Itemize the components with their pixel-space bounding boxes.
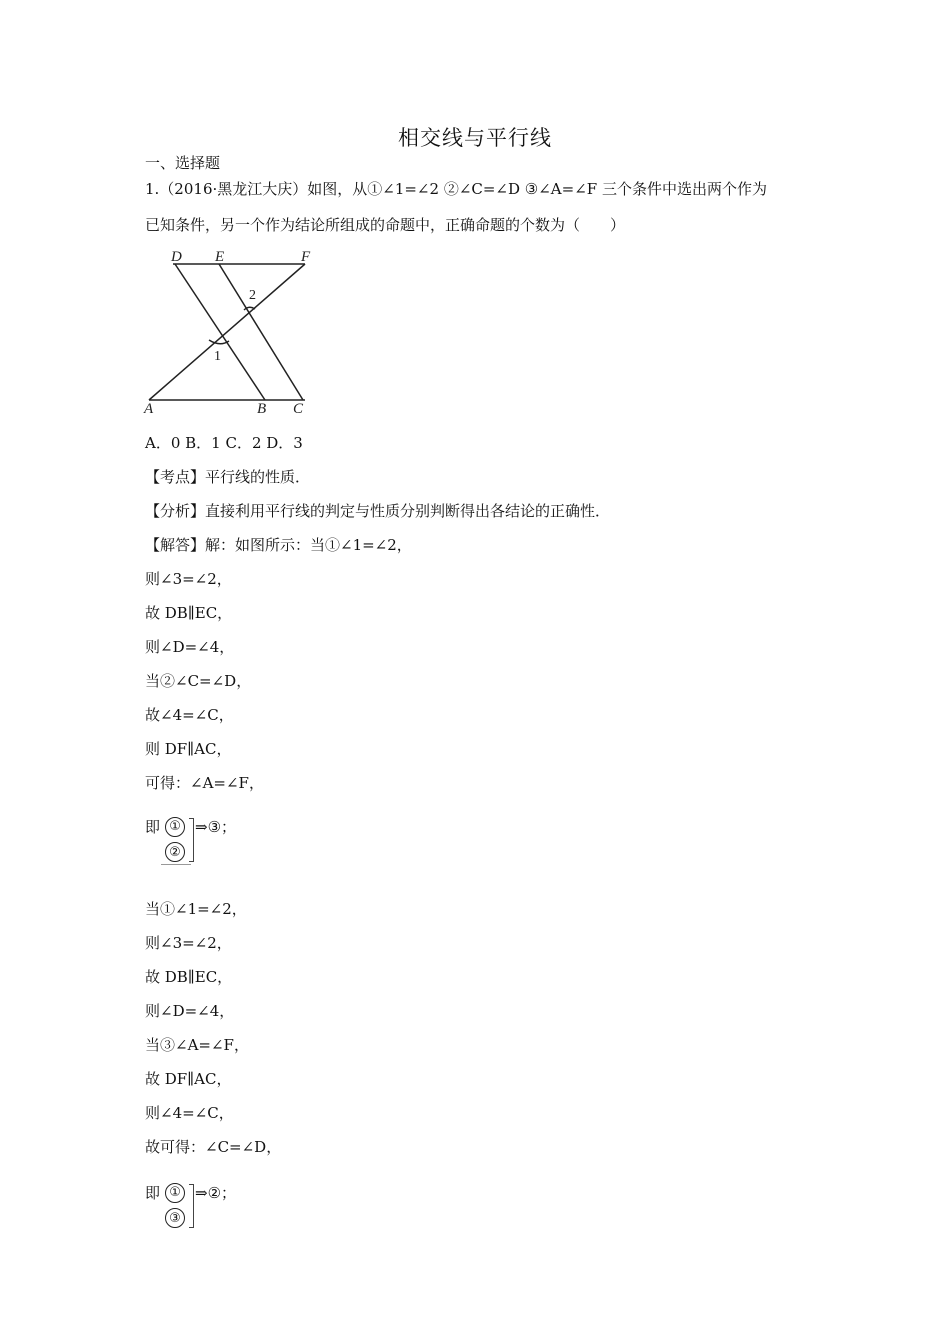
fenxi: 【分析】直接利用平行线的判定与性质分别判断得出各结论的正确性． — [145, 502, 611, 520]
condition-circle: ② — [165, 842, 185, 862]
step-line: 故∠4=∠C， — [145, 706, 234, 724]
step-line: 故可得：∠C=∠D， — [145, 1138, 282, 1156]
conclusion-brace-2 — [145, 1182, 237, 1226]
page-title: 相交线与平行线 — [398, 126, 552, 150]
brace-bracket — [189, 1184, 194, 1228]
step-line: 则 DF∥AC， — [145, 740, 232, 758]
line-EC — [219, 264, 303, 400]
label-angle-2: 2 — [249, 288, 256, 303]
label-E: E — [215, 249, 225, 265]
question-line-2: 已知条件，另一个作为结论所组成的命题中，正确命题的个数为（ ） — [145, 216, 626, 234]
geometry-figure — [143, 247, 318, 419]
line-DB — [175, 264, 265, 400]
condition-circle: ① — [165, 817, 185, 837]
step-line: 故 DF∥AC， — [145, 1070, 232, 1088]
condition-circle: ③ — [165, 1208, 185, 1228]
kaodian: 【考点】平行线的性质． — [145, 468, 311, 486]
label-D: D — [171, 249, 182, 265]
conclusion-brace-1 — [145, 816, 237, 860]
brace-prefix: 即 — [145, 818, 161, 836]
brace-prefix: 即 — [145, 1184, 161, 1202]
step-line: 故 DB∥EC， — [145, 968, 233, 986]
options: A．0 B．1 C．2 D．3 — [145, 434, 303, 452]
condition-circle: ① — [165, 1183, 185, 1203]
step-line: 故 DB∥EC， — [145, 604, 233, 622]
label-C: C — [293, 401, 304, 417]
label-A: A — [144, 401, 154, 417]
section-heading: 一、选择题 — [145, 154, 221, 172]
step-line: 当①∠1=∠2， — [145, 900, 247, 918]
brace-suffix: ⇒③； — [195, 818, 237, 836]
step-line: 则∠3=∠2， — [145, 934, 232, 952]
brace-bracket — [189, 818, 194, 862]
brace-underline — [161, 864, 191, 865]
step-line: 当②∠C=∠D， — [145, 672, 252, 690]
step-line: 可得：∠A=∠F， — [145, 774, 264, 792]
step-line: 则∠D=∠4， — [145, 638, 235, 656]
label-F: F — [301, 249, 311, 265]
question-line-1: 1.（2016·黑龙江大庆）如图，从①∠1=∠2 ②∠C=∠D ③∠A=∠F 三个条件中选出两个作为 — [145, 180, 767, 198]
step-line: 则∠3=∠2， — [145, 570, 232, 588]
step-line: 则∠4=∠C， — [145, 1104, 234, 1122]
label-angle-1: 1 — [214, 349, 221, 364]
jieda: 【解答】解：如图所示：当①∠1=∠2， — [145, 536, 412, 554]
step-line: 当③∠A=∠F， — [145, 1036, 249, 1054]
label-B: B — [257, 401, 267, 417]
brace-suffix: ⇒②； — [195, 1184, 237, 1202]
line-AF — [149, 264, 305, 400]
step-line: 则∠D=∠4， — [145, 1002, 235, 1020]
